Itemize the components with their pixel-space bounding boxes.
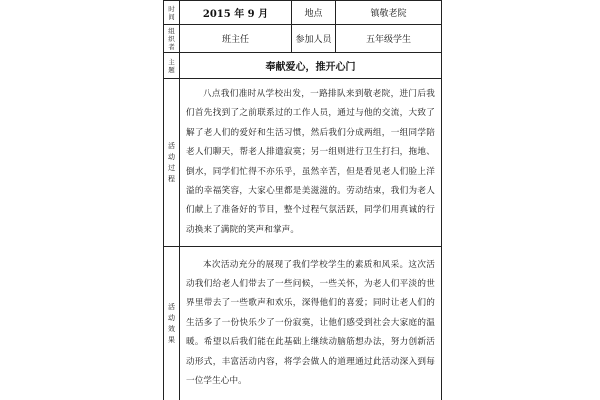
theme-value: 奉献爱心，推开心门 [180,53,442,79]
participants-value: 五年级学生 [336,25,442,53]
time-row [164,1,442,25]
theme-label: 主 题 [164,53,180,79]
effect-label: 活 动 效 果 [164,247,180,400]
time-label: 时 间 [164,1,180,25]
time-value: 2015 年 9 月 [180,1,292,25]
organizer-label: 组 织 者 [164,25,180,53]
organizer-value: 班主任 [180,25,292,53]
activity-record-table [163,0,442,400]
location-label: 地点 [292,1,336,25]
effect-row [164,247,442,400]
participants-label: 参加人员 [292,25,336,53]
location-value: 镇敬老院 [336,1,442,25]
process-row [164,79,442,247]
process-paragraph: 八点我们准时从学校出发，一路排队来到敬老院，进门后我们首先找到了之前联系过的工作人员，通过与他的交流，大致了解了老人们的爱好和生活习惯，然后我们分成两组，一组同学陪老人们聊天，帮老人排遣寂寞；另一组则进行卫生打扫，拖地、倒水，同学们忙得不亦乐乎，虽然辛苦，但是看见老人们脸上洋溢的幸福笑容，大家心里都是美滋滋的。劳动结束，我们为老人们献上了准备好的节目，整个过程气氛活跃，同学们用真诚的行动换来了满院的笑声和掌声。 [186,88,435,235]
effect-content [180,247,442,400]
effect-paragraph: 本次活动充分的展现了我们学校学生的素质和风采。这次活动我们给老人们带去了一些问候，一些关怀，为老人们平淡的世界里带去了一些歌声和欢乐，深得他们的喜爱；同时让老人们的生活多了一份快乐少了一份寂寞，让他们感受到社会大家庭的温暖。希望以后我们能在此基础上继续动脑筋想办法，努力创新活动形式，丰富活动内容，将学会做人的道理通过此活动深入到每一位学生心中。 [186,259,435,387]
process-content [180,79,442,247]
process-label: 活 动 过 程 [164,79,180,247]
organizer-row [164,25,442,53]
theme-row [164,53,442,79]
